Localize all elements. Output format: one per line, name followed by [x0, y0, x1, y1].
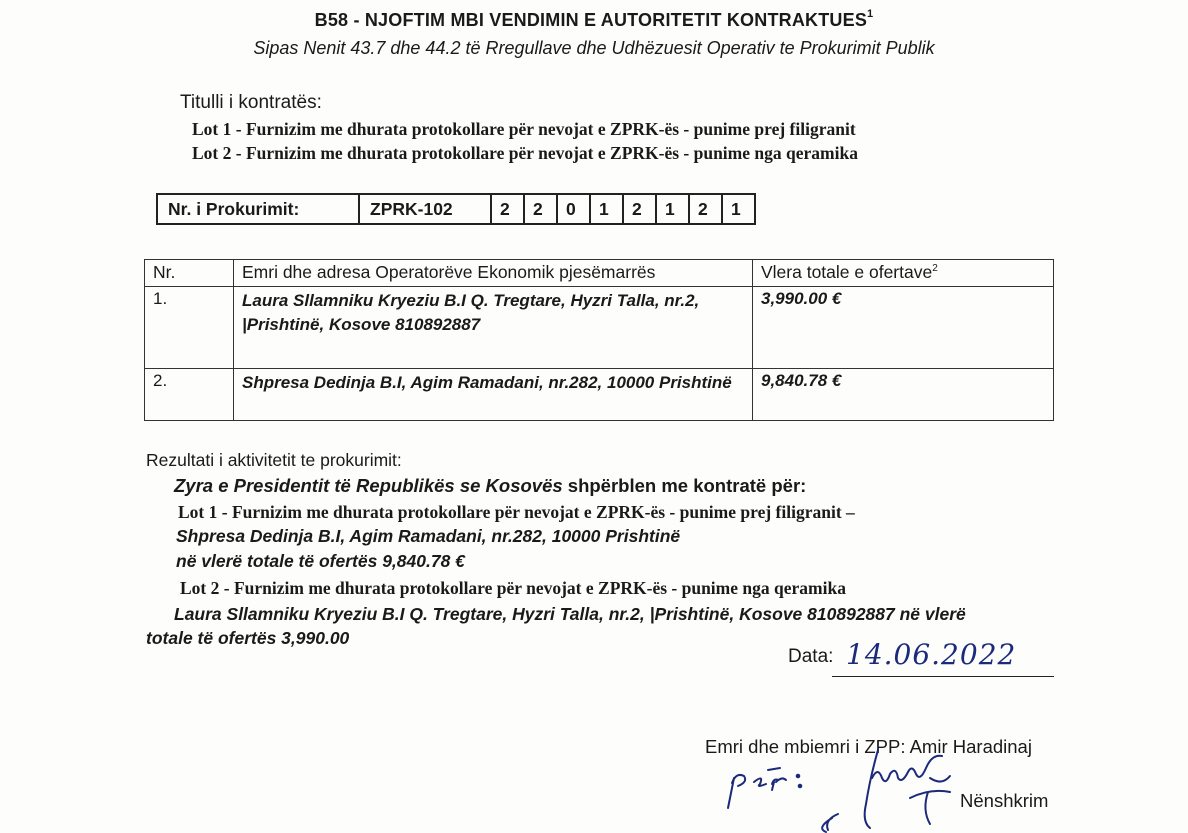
header-value-text: Vlera totale e ofertave: [761, 262, 933, 282]
award-statement: [174, 475, 806, 497]
procurement-digit: 1: [656, 194, 689, 224]
contract-lot-2: Lot 2 - Furnizim me dhurata protokollare për nevojat e ZPRK-ës - punime nga qeramika: [192, 143, 858, 163]
award-lot-2-value: totale të ofertës 3,990.00: [146, 628, 350, 648]
row-nr: 1.: [145, 287, 234, 369]
procurement-code: ZPRK-102: [359, 194, 491, 224]
table-row: [145, 287, 1054, 369]
handwritten-signature: [720, 748, 980, 833]
row-value: 3,990.00 €: [753, 287, 1054, 369]
procurement-digit: 1: [722, 194, 755, 224]
award-lot-1-title: Lot 1 - Furnizim me dhurata protokollare për nevojat e ZPRK-ës - punime prej filigranit –: [178, 502, 855, 522]
operators-table: [144, 259, 1054, 421]
date-underline: [832, 676, 1054, 677]
row-operator: Laura Sllamniku Kryeziu B.I Q. Tregtare, Hyzri Talla, nr.2, |Prishtinë, Kosove 810892887: [234, 287, 753, 369]
award-lot-2-winner: Laura Sllamniku Kryeziu B.I Q. Tregtare, Hyzri Talla, nr.2, |Prishtinë, Kosove 810892887 në vlerë: [174, 604, 966, 624]
row-value: 9,840.78 €: [753, 369, 1054, 421]
contract-title-label: Titulli i kontratës:: [180, 92, 322, 113]
date-handwritten: 14.06.2022: [846, 638, 1017, 671]
procurement-digit: 1: [590, 194, 623, 224]
procurement-digit: 2: [623, 194, 656, 224]
row-operator: Shpresa Dedinja B.I, Agim Ramadani, nr.282, 10000 Prishtinë: [234, 369, 753, 421]
signature-label: Nënshkrim: [960, 790, 1049, 811]
header-value: [753, 260, 1054, 287]
procurement-digit: 0: [557, 194, 590, 224]
procurement-number-label: Nr. i Prokurimit:: [157, 194, 359, 224]
award-lot-1-winner: Shpresa Dedinja B.I, Agim Ramadani, nr.282, 10000 Prishtinë: [176, 526, 681, 546]
document-subtitle: Sipas Nenit 43.7 dhe 44.2 të Rregullave dhe Udhëzuesit Operativ te Prokurimit Publik: [253, 38, 935, 58]
contract-lot-1: Lot 1 - Furnizim me dhurata protokollare për nevojat e ZPRK-ës - punime prej filigranit: [192, 119, 856, 139]
authority-name: Zyra e Presidentit të Republikës se Kosovës: [174, 475, 563, 496]
zpp-name: Amir Haradinaj: [909, 736, 1032, 757]
award-lot-2-title: Lot 2 - Furnizim me dhurata protokollare për nevojat e ZPRK-ës - punime nga qeramika: [180, 578, 846, 598]
table-row: [145, 369, 1054, 421]
header-operator: Emri dhe adresa Operatorëve Ekonomik pjesëmarrës: [234, 260, 753, 287]
title-text: B58 - NJOFTIM MBI VENDIMIN E AUTORITETIT KONTRAKTUES: [314, 10, 868, 30]
table-header-row: [145, 260, 1054, 287]
header-nr: Nr.: [145, 260, 234, 287]
date-label: Data:: [788, 646, 834, 667]
award-text: shpërblen me kontratë për:: [562, 475, 807, 496]
award-lot-1-value: në vlerë totale të ofertës 9,840.78 €: [176, 551, 465, 571]
procurement-digit: 2: [524, 194, 557, 224]
document-title: [0, 10, 1188, 31]
procurement-digit: 2: [491, 194, 524, 224]
title-footnote: 1: [867, 8, 874, 20]
result-label: Rezultati i aktivitetit te prokurimit:: [146, 450, 402, 470]
procurement-number-table: [156, 193, 756, 225]
procurement-digit: 2: [689, 194, 722, 224]
row-nr: 2.: [145, 369, 234, 421]
header-value-footnote: 2: [932, 263, 938, 275]
zpp-label: Emri dhe mbiemri i ZPP:: [705, 736, 906, 757]
